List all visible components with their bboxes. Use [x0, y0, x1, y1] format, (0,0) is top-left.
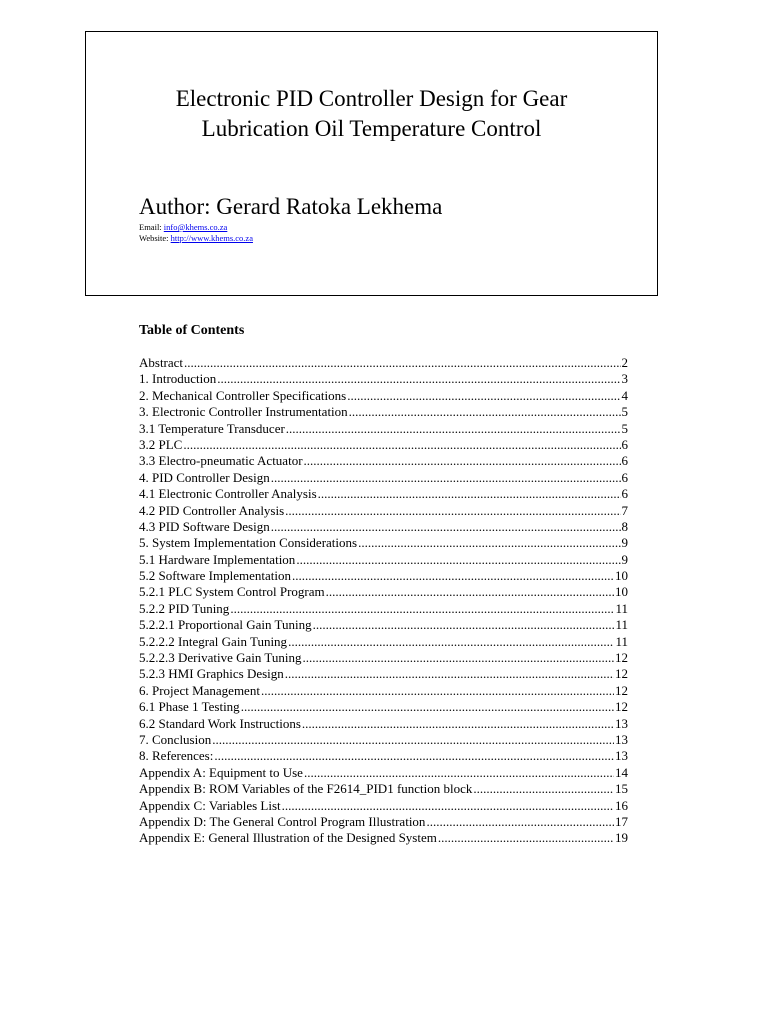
toc-entry-label: 1. Introduction	[139, 371, 217, 387]
toc-leader-dots	[358, 535, 620, 551]
toc-entry-label: 4.2 PID Controller Analysis	[139, 502, 285, 518]
toc-entry-page: 11	[615, 600, 628, 616]
toc-entry[interactable]	[139, 404, 628, 420]
toc-entry-page: 12	[615, 682, 628, 698]
toc-leader-dots	[318, 486, 621, 502]
toc-entry-page: 12	[615, 650, 628, 666]
toc-entry[interactable]	[139, 568, 628, 584]
website-link[interactable]: http://www.khems.co.za	[170, 233, 253, 243]
toc-leader-dots	[313, 617, 615, 633]
toc-leader-dots	[241, 699, 614, 715]
toc-entry-page: 16	[615, 797, 628, 813]
toc-entry-label: 4.1 Electronic Controller Analysis	[139, 486, 317, 502]
toc-entry-label: Appendix B: ROM Variables of the F2614_PID1 function block	[139, 781, 473, 797]
toc-entry-page: 10	[615, 584, 628, 600]
toc-leader-dots	[304, 765, 614, 781]
title-box	[85, 31, 658, 296]
toc-entry[interactable]	[139, 421, 628, 437]
toc-entry-page: 13	[615, 731, 628, 747]
toc-entry-page: 19	[615, 830, 628, 846]
toc-entry[interactable]	[139, 486, 628, 502]
toc-entry[interactable]	[139, 748, 628, 764]
toc-entry[interactable]	[139, 437, 628, 453]
toc-entry-label: 3. Electronic Controller Instrumentation	[139, 404, 348, 420]
toc-entry-page: 5	[621, 404, 628, 420]
website-line	[139, 233, 253, 244]
email-line	[139, 222, 227, 233]
toc-leader-dots	[282, 798, 614, 814]
website-label: Website:	[139, 233, 169, 243]
toc-entry[interactable]	[139, 601, 628, 617]
toc-entry[interactable]	[139, 519, 628, 535]
email-link[interactable]: info@khems.co.za	[163, 222, 228, 232]
toc-leader-dots	[296, 552, 620, 568]
toc-entry-page: 2	[621, 355, 628, 370]
table-of-contents	[139, 355, 628, 847]
toc-leader-dots	[212, 732, 614, 748]
toc-leader-dots	[183, 437, 620, 453]
toc-entry-page: 7	[621, 502, 628, 518]
toc-entry-page: 6	[621, 469, 628, 485]
toc-entry[interactable]	[139, 453, 628, 469]
toc-leader-dots	[473, 781, 614, 797]
toc-leader-dots	[292, 568, 614, 584]
toc-entry-label: 5. System Implementation Considerations	[139, 535, 358, 551]
toc-entry[interactable]	[139, 781, 628, 797]
toc-entry-label: 6. Project Management	[139, 682, 260, 698]
toc-entry[interactable]	[139, 503, 628, 519]
toc-entry-label: 5.2.2 PID Tuning	[139, 600, 230, 616]
toc-entry[interactable]	[139, 814, 628, 830]
toc-entry-label: Abstract	[139, 355, 184, 370]
toc-entry-label: 6.2 Standard Work Instructions	[139, 715, 301, 731]
toc-leader-dots	[326, 584, 614, 600]
toc-entry[interactable]	[139, 830, 628, 846]
toc-entry[interactable]	[139, 552, 628, 568]
toc-entry-page: 9	[621, 551, 628, 567]
toc-entry-page: 5	[621, 420, 628, 436]
toc-entry[interactable]	[139, 535, 628, 551]
toc-entry[interactable]	[139, 798, 628, 814]
toc-entry-page: 13	[615, 748, 628, 764]
toc-leader-dots	[285, 666, 614, 682]
toc-leader-dots	[304, 453, 621, 469]
toc-entry-label: 7. Conclusion	[139, 731, 212, 747]
toc-leader-dots	[303, 650, 615, 666]
toc-entry-page: 12	[615, 699, 628, 715]
toc-heading: Table of Contents	[139, 323, 245, 338]
toc-leader-dots	[347, 388, 620, 404]
toc-leader-dots	[288, 634, 614, 650]
toc-entry-label: Appendix D: The General Control Program Illustration	[139, 813, 426, 829]
document-title	[86, 84, 657, 144]
title-line-1: Electronic PID Controller Design for Gear	[175, 86, 568, 111]
toc-entry-label: Appendix A: Equipment to Use	[139, 764, 303, 780]
toc-entry-label: 4. PID Controller Design	[139, 469, 270, 485]
toc-entry-label: Appendix E: General Illustration of the Designed System	[139, 830, 437, 846]
toc-leader-dots	[217, 371, 620, 387]
toc-entry-page: 11	[615, 633, 628, 649]
toc-entry[interactable]	[139, 470, 628, 486]
toc-leader-dots	[271, 470, 621, 486]
toc-entry-label: 5.2.2.3 Derivative Gain Tuning	[139, 650, 302, 666]
toc-entry[interactable]	[139, 683, 628, 699]
toc-entry-page: 4	[621, 387, 628, 403]
toc-leader-dots	[184, 355, 620, 371]
toc-entry[interactable]	[139, 371, 628, 387]
email-label: Email:	[139, 222, 162, 232]
toc-leader-dots	[261, 683, 614, 699]
toc-entry-page: 12	[615, 666, 628, 682]
author-line: Author: Gerard Ratoka Lekhema	[139, 194, 443, 219]
toc-entry-label: 5.2.3 HMI Graphics Design	[139, 666, 284, 682]
toc-entry-page: 14	[615, 764, 628, 780]
toc-leader-dots	[271, 519, 621, 535]
toc-leader-dots	[438, 830, 614, 846]
toc-entry-page: 11	[615, 617, 628, 633]
toc-entry-label: 5.2.2.2 Integral Gain Tuning	[139, 633, 288, 649]
toc-entry[interactable]	[139, 699, 628, 715]
toc-entry[interactable]	[139, 617, 628, 633]
toc-entry-page: 13	[615, 715, 628, 731]
toc-entry-page: 8	[621, 518, 628, 534]
toc-entry-label: 3.1 Temperature Transducer	[139, 420, 285, 436]
toc-entry[interactable]	[139, 765, 628, 781]
toc-leader-dots	[230, 601, 614, 617]
toc-entry[interactable]	[139, 584, 628, 600]
toc-leader-dots	[426, 814, 614, 830]
toc-entry[interactable]	[139, 666, 628, 682]
toc-entry-label: 8. References:	[139, 748, 214, 764]
toc-entry[interactable]	[139, 650, 628, 666]
toc-leader-dots	[302, 716, 614, 732]
toc-entry[interactable]	[139, 355, 628, 371]
toc-entry-label: 5.2.1 PLC System Control Program	[139, 584, 325, 600]
toc-entry-label: 3.3 Electro-pneumatic Actuator	[139, 453, 303, 469]
toc-leader-dots	[285, 503, 620, 519]
toc-entry-page: 3	[621, 371, 628, 387]
toc-entry-label: 2. Mechanical Controller Specifications	[139, 387, 347, 403]
toc-entry[interactable]	[139, 388, 628, 404]
toc-entry-page: 9	[621, 535, 628, 551]
toc-entry[interactable]	[139, 716, 628, 732]
toc-entry-label: 5.2 Software Implementation	[139, 568, 291, 584]
toc-entry[interactable]	[139, 732, 628, 748]
toc-entry-page: 10	[615, 568, 628, 584]
toc-entry-label: 5.2.2.1 Proportional Gain Tuning	[139, 617, 312, 633]
toc-entry-page: 6	[621, 453, 628, 469]
toc-entry-page: 6	[621, 436, 628, 452]
toc-entry-label: 3.2 PLC	[139, 436, 183, 452]
toc-leader-dots	[349, 404, 621, 420]
toc-entry[interactable]	[139, 634, 628, 650]
toc-entry-label: 6.1 Phase 1 Testing	[139, 699, 240, 715]
toc-leader-dots	[286, 421, 621, 437]
toc-entry-label: 4.3 PID Software Design	[139, 518, 270, 534]
title-line-2: Lubrication Oil Temperature Control	[201, 116, 542, 141]
toc-entry-page: 6	[621, 486, 628, 502]
toc-leader-dots	[214, 748, 614, 764]
toc-entry-page: 15	[615, 781, 628, 797]
toc-entry-page: 17	[615, 813, 628, 829]
toc-entry-label: 5.1 Hardware Implementation	[139, 551, 296, 567]
toc-entry-label: Appendix C: Variables List	[139, 797, 281, 813]
